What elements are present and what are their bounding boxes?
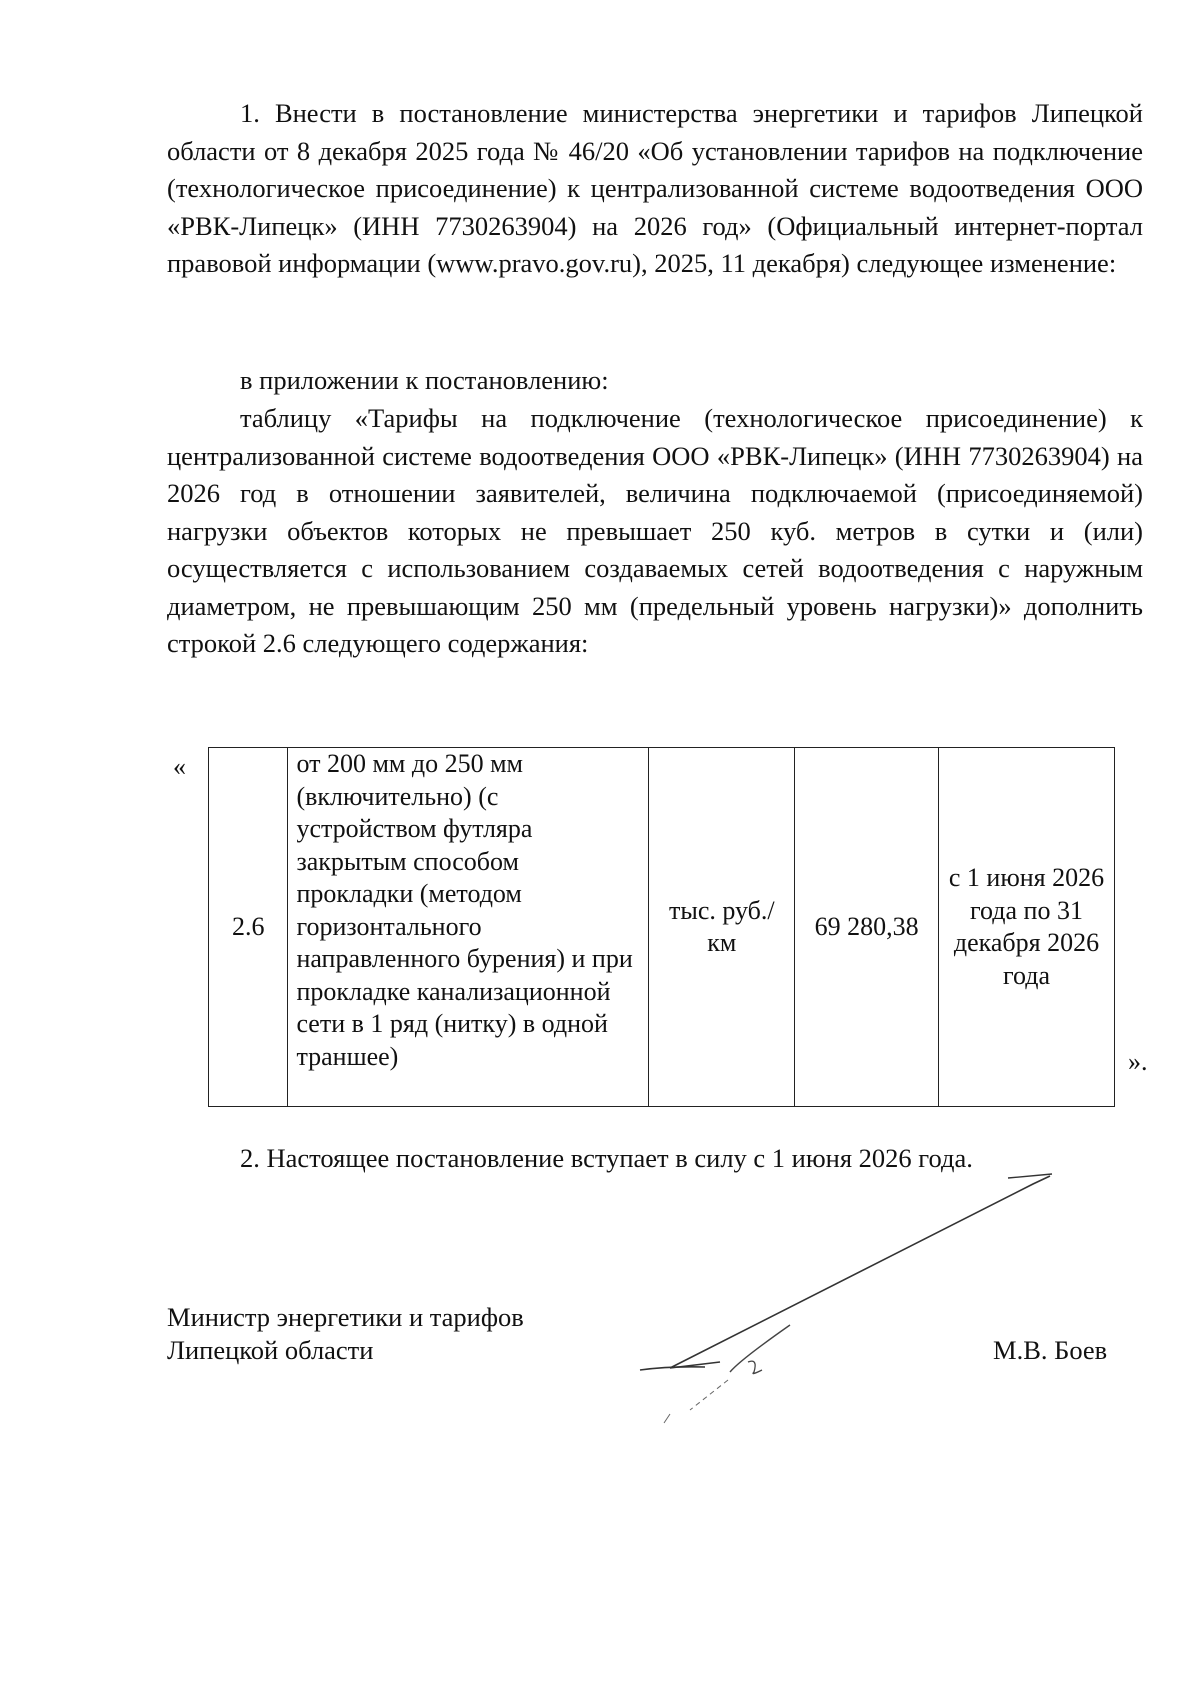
tariff-table (208, 747, 1115, 1107)
row-value-cell: 69 280,38 (795, 748, 939, 1107)
row-description-cell: от 200 мм до 250 мм (включительно) (с устройством футляра закрытым способом прокладки (методом горизонтального направленного бурения) и при прокладке канализационной сети в 1 ряд (нитку) в одной траншее) (288, 748, 649, 1107)
opening-quote: « (173, 752, 186, 781)
signatory-name: М.В. Боев (993, 1335, 1108, 1365)
paragraph-effective-date: 2. Настоящее постановление вступает в силу с 1 июня 2026 года. (240, 1143, 973, 1173)
signatory-position (167, 1301, 524, 1367)
position-line-1: Министр энергетики и тарифов (167, 1302, 524, 1332)
paragraph-table-reference: таблицу «Тарифы на подключение (технологическое присоединение) к централизованной системе водоотведения ООО «РВК-Липецк» (ИНН 7730263904) на 2026 год в отношении заявителей, величина подключаемой (присоединяемой) нагрузки объектов которых не превышает 250 куб. метров в сутки и (или) осуществляется с использованием создаваемых сетей водоотведения с наружным диаметром, не превышающим 250 мм (предельный уровень нагрузки)» дополнить строкой 2.6 следующего содержания: (167, 403, 1143, 658)
table-row (209, 748, 1115, 1107)
paragraph-appendix: в приложении к постановлению: (240, 365, 609, 395)
closing-quote: ». (1128, 1047, 1148, 1076)
paragraph-amendment: 1. Внести в постановление министерства энергетики и тарифов Липецкой области от 8 декабря 2025 года № 46/20 «Об установлении тарифов на подключение (технологическое присоединение) к централизованной системе водоотведения ООО «РВК-Липецк» (ИНН 7730263904) на 2026 год» (Официальный интернет-портал правовой информации (www.pravo.gov.ru), 2025, 11 декабря) следующее изменение: (167, 98, 1143, 278)
row-number-cell: 2.6 (209, 748, 288, 1107)
row-unit-cell: тыс. руб./км (649, 748, 795, 1107)
handwritten-signature (620, 1140, 1090, 1430)
position-line-2: Липецкой области (167, 1335, 374, 1365)
row-period-cell: с 1 июня 2026 года по 31 декабря 2026 года (939, 748, 1115, 1107)
